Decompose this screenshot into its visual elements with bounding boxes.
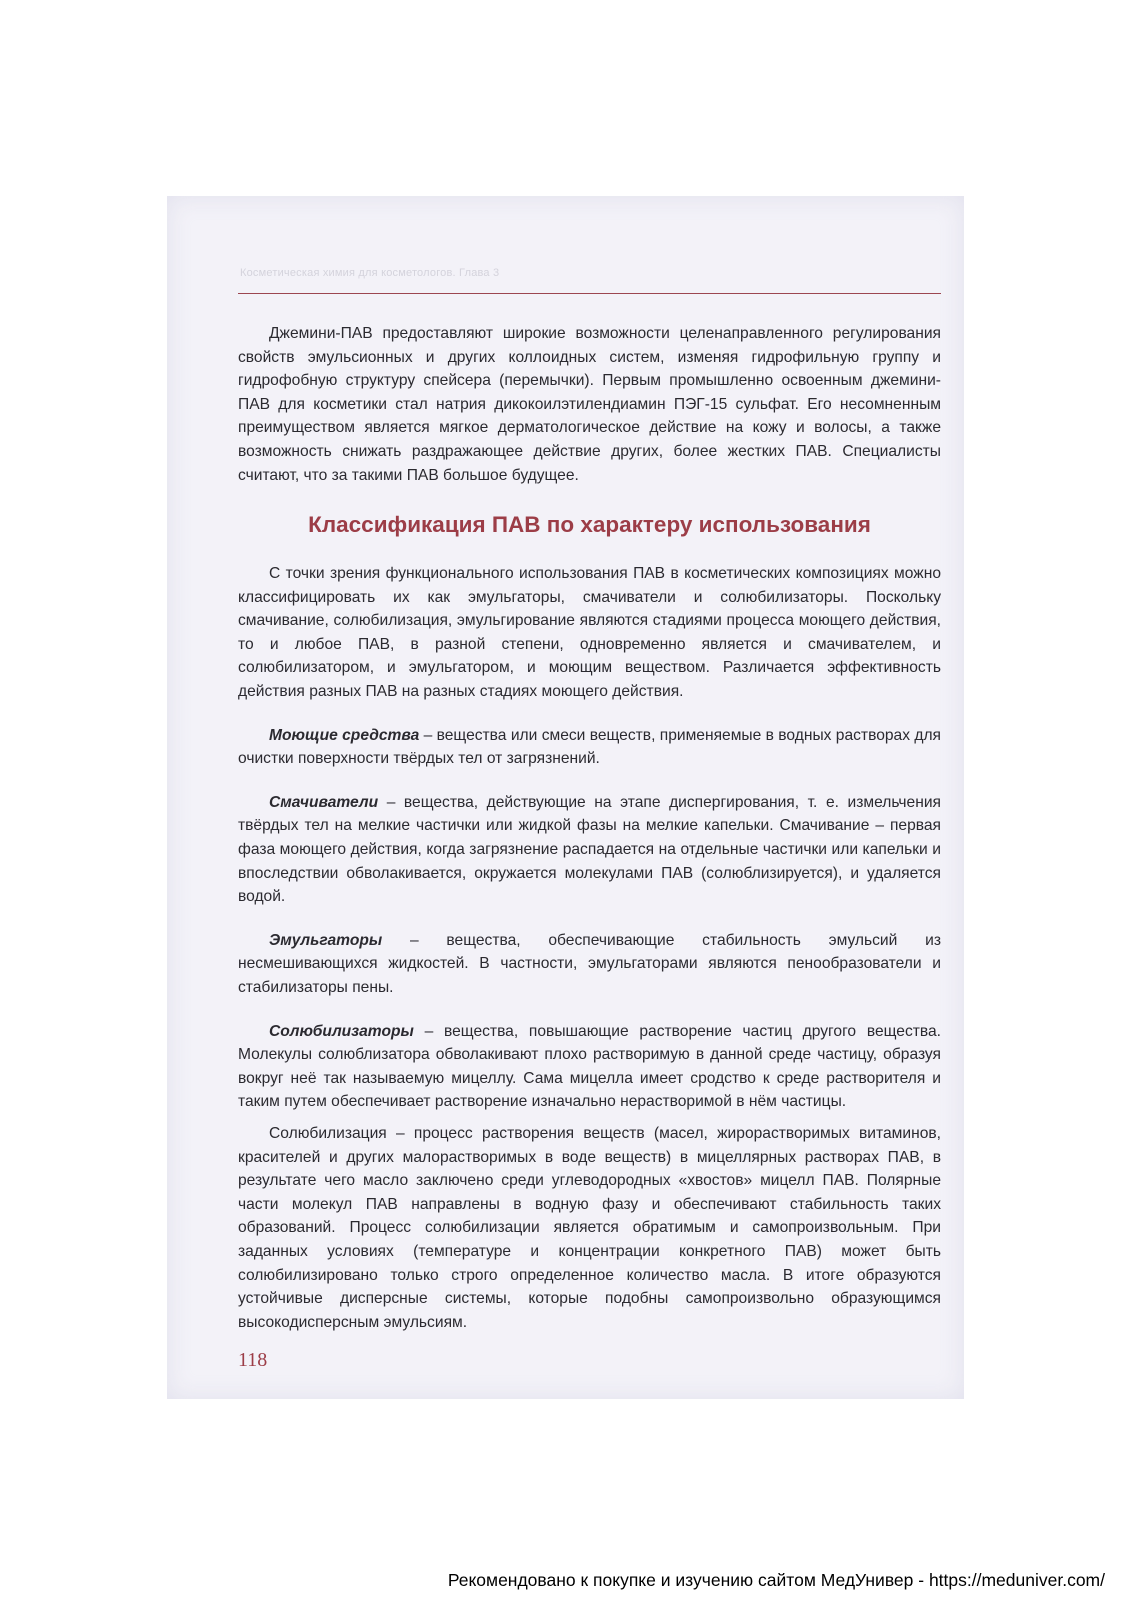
- definition-emulsifiers: [238, 929, 941, 1000]
- definition-wetting-agents: [238, 791, 941, 909]
- definition-text: – вещества или смеси веществ, применяемые в водных растворах для очистки поверхности твёрдых тел от загрязнений.: [238, 726, 941, 768]
- definition-text: – вещества, действующие на этапе диспергирования, т. е. измельчения твёрдых тел на мелкие частички или жидкой фазы на мелкие капельки. Смачивание – первая фаза моющего действия, когда загрязнение распадается на отдельные частички или капельки и впоследствии обволакивается, окружается молекулами ПАВ (солюблизируется), и удаляется водой.: [238, 793, 941, 906]
- solubilization-block: [238, 1122, 941, 1334]
- definition-detergents: [238, 724, 941, 771]
- section-heading: Классификация ПАВ по характеру использования: [308, 512, 871, 537]
- definition-term: Смачиватели: [269, 793, 379, 811]
- solubilization-paragraph: Солюбилизация – процесс растворения веществ (масел, жирорастворимых витаминов, красителей и других малорастворимых в воде веществ) в мицеллярных растворах ПАВ, в результате чего масло заключено среди углеводородных «хвостов» мицелл ПАВ. Полярные части молекул ПАВ направлены в водную фазу и обеспечивают стабильность таких образований. Процесс солюбилизации является обратимым и самопроизвольным. При заданных условиях (температуре и концентрации конкретного ПАВ) может быть солюбилизировано только строго определенное количество масла. В итоге образуются устойчивые дисперсные системы, которые подобны самопроизвольно образующимся высокодисперсным эмульсиям.: [238, 1125, 941, 1331]
- footer-recommendation: Рекомендовано к покупке и изучению сайтом МедУнивер - https://meduniver.com/: [447, 1570, 1105, 1590]
- classification-block: [238, 562, 941, 1114]
- gemini-paragraph: Джемини-ПАВ предоставляют широкие возможности целенаправленного регулирования свойств эмульсионных и других коллоидных систем, изменяя гидрофильную группу и гидрофобную структуру спейсера (перемычки). Первым промышленно освоенным джемини-ПАВ для косметики стал натрия дикокоилэтилендиамин ПЭГ-15 сульфат. Его несомненным преимуществом является мягкое дерматологическое действие на кожу и волосы, а также возможность снижать раздражающее действие других, более жестких ПАВ. Специалисты считают, что за такими ПАВ большое будущее.: [238, 325, 941, 484]
- classification-intro-paragraph: С точки зрения функционального использования ПАВ в косметических композициях можно классифицировать их как эмульгаторы, смачиватели и солюбилизаторы. Поскольку смачивание, солюбилизация, эмульгирование являются стадиями процесса моющего действия, то и любое ПАВ, в разной степени, одновременно является и смачивателем, и солюбилизатором, и эмульгатором, и моющим веществом. Различается эффективность действия разных ПАВ на разных стадиях моющего действия.: [238, 565, 941, 700]
- intro-block: [238, 322, 941, 487]
- definition-solubilizers: [238, 1020, 941, 1114]
- header-rule: [238, 293, 941, 294]
- running-header: Косметическая химия для косметологов. Глава 3: [240, 267, 500, 279]
- definition-term: Эмульгаторы: [269, 931, 383, 949]
- definition-term: Моющие средства: [269, 726, 420, 744]
- definition-text: – вещества, повышающие растворение частиц другого вещества. Молекулы солюблизатора обволакивают плохо растворимую в данной среде частицу, образуя вокруг неё так называемую мицеллу. Сама мицелла имеет сродство к среде растворителя и таким путем обеспечивает растворение изначально нерастворимой в нём частицы.: [238, 1022, 941, 1111]
- page-number: 118: [238, 1349, 268, 1371]
- definition-text: – вещества, обеспечивающие стабильность эмульсий из несмешивающихся жидкостей. В частности, эмульгаторами являются пенообразователи и стабилизаторы пены.: [238, 931, 941, 996]
- definition-term: Солюбилизаторы: [269, 1022, 414, 1040]
